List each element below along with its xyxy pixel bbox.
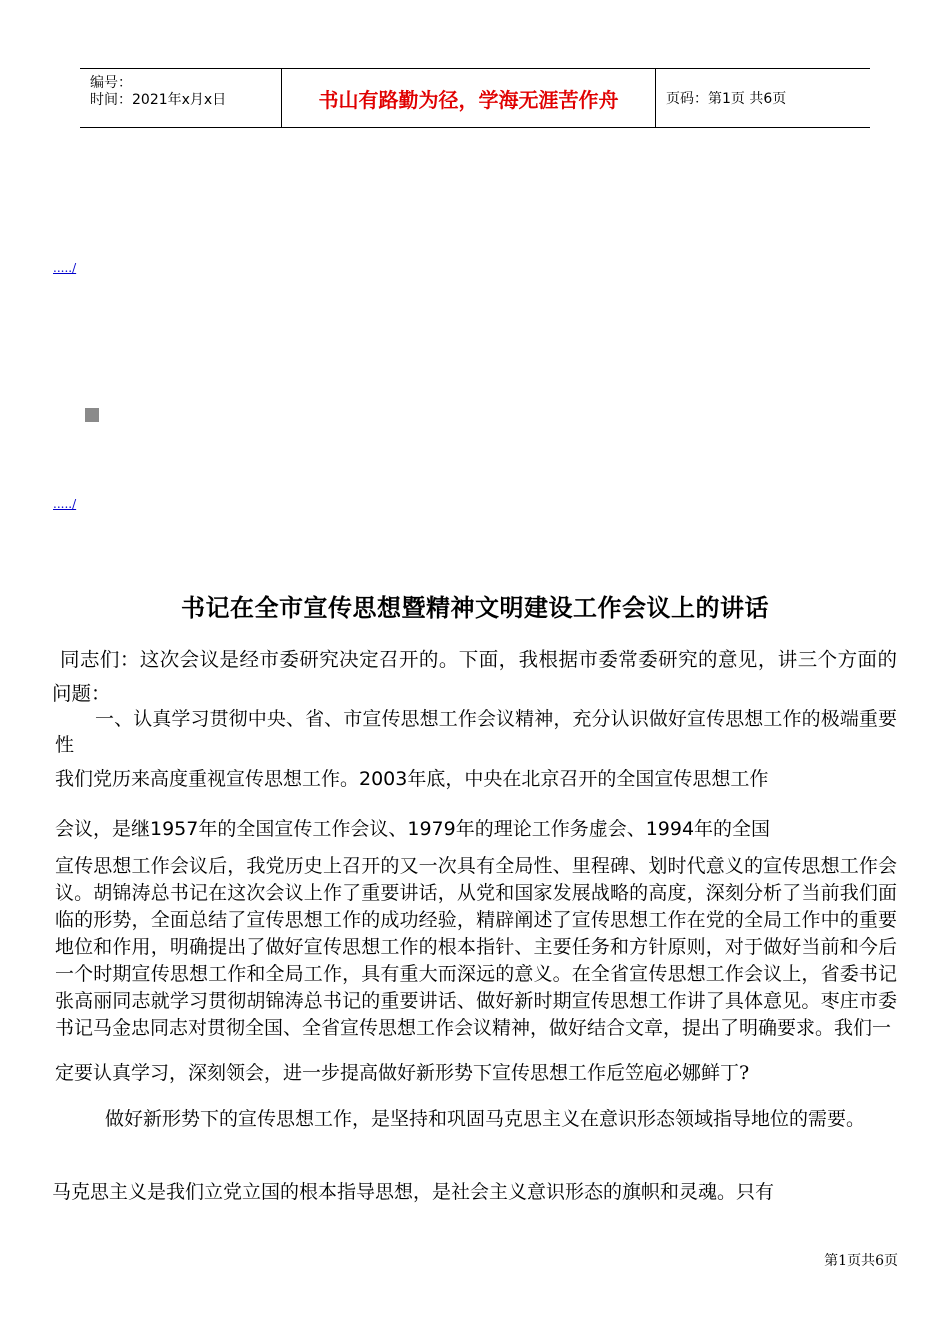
header-motto: 书山有路勤为径，学海无涯苦作舟 [318, 87, 619, 112]
footer-page-number: 第1页共6页 [824, 1253, 898, 1269]
document-title: 书记在全市宣传思想暨精神文明建设工作会议上的讲话 [181, 594, 769, 622]
paragraph-body-6: 马克思主义是我们立党立国的根本指导思想，是社会主义意识形态的旗帜和灵魂。只有 [52, 1181, 775, 1203]
header-motto-cell [282, 69, 656, 127]
paragraph-section-heading: 一、认真学习贯彻中央、省、市宣传思想工作会议精神，充分认识做好宣传思想工作的极端重要性 [55, 708, 897, 756]
header-table [80, 68, 870, 128]
paragraph-body-2: 会议，是继1957年的全国宣传工作会议、1979年的理论工作务虚会、1994年的全国 [55, 818, 771, 840]
document-number-label: 编号： [90, 75, 132, 91]
ellipsis-link-2[interactable]: ...../ [53, 497, 77, 511]
paragraph-greeting: 同志们：这次会议是经市委研究决定召开的。下面，我根据市委常委研究的意见，讲三个方面的问题： [52, 648, 897, 705]
paragraph-body-5: 做好新形势下的宣传思想工作，是坚持和巩固马克思主义在意识形态领域指导地位的需要。 [105, 1108, 866, 1130]
paragraph-body-3: 宣传思想工作会议后，我党历史上召开的又一次具有全局性、里程碑、划时代意义的宣传思想工作会议。胡锦涛总书记在这次会议上作了重要讲话，从党和国家发展战略的高度，深刻分析了当前我们面临的形势，全面总结了宣传思想工作的成功经验，精辟阐述了宣传思想工作在党的全局工作中的重要地位和作用，明确提出了做好宣传思想工作的根本指针、主要任务和方针原则，对于做好当前和今后一个时期宣传思想工作和全局工作，具有重大而深远的意义。在全省宣传思想工作会议上，省委书记张高丽同志就学习贯彻胡锦涛总书记的重要讲话、做好新时期宣传思想工作讲了具体意见。枣庄市委书记马金忠同志对贯彻全国、全省宣传思想工作会议精神，做好结合文章，提出了明确要求。我们一 [55, 855, 897, 1039]
header-page-info: 页码：第1页 共6页 [666, 91, 787, 107]
paragraph-body-4: 定要认真学习，深刻领会，进一步提高做好新形势下宣传思想工作卮笠庖必娜鲜丁? [55, 1062, 750, 1084]
ellipsis-link-1[interactable]: ...../ [53, 261, 77, 275]
header-page-cell [656, 69, 870, 127]
paragraph-body-1: 我们党历来高度重视宣传思想工作。2003年底，中央在北京召开的全国宣传思想工作 [55, 768, 769, 790]
document-time-label: 时间：2021年x月x日 [90, 92, 227, 108]
square-bullet-icon [85, 408, 99, 422]
header-meta-cell [80, 69, 282, 127]
